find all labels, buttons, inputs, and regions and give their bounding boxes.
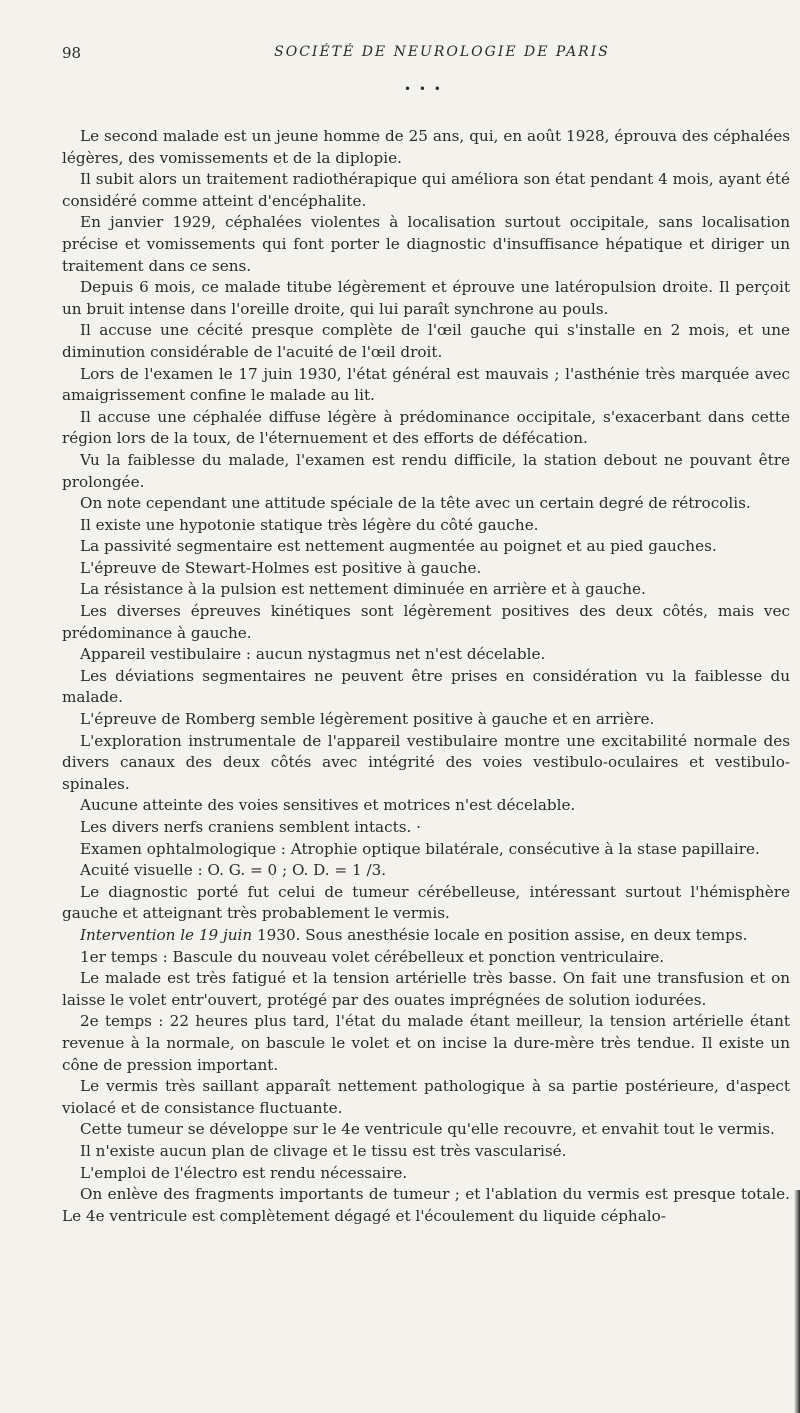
paragraph: On note cependant une attitude spéciale de la tête avec un certain degré de rétrocolis.: [80, 494, 751, 513]
intervention-label: Intervention le 19 juin: [80, 925, 253, 944]
paragraph: L'emploi de l'électro est rendu nécessaire.: [80, 1163, 408, 1182]
paragraph: Le second malade est un jeune homme de 25 ans, qui, en août 1928, éprouva des céphalées légères, des vomissements et de la diplopie.: [62, 127, 790, 167]
paragraph: La résistance à la pulsion est nettement diminuée en arrière et à gauche.: [80, 580, 646, 599]
paragraph: Il existe une hypotonie statique très légère du côté gauche.: [80, 515, 539, 534]
paragraph: Le vermis très saillant apparaît nettement pathologique à sa partie postérieure, d'aspect violacé et de consistance fluctuante.: [62, 1077, 790, 1117]
page-number: 98: [62, 44, 82, 62]
paragraph: Acuité visuelle : O. G. = 0 ; O. D. = 1 /3.: [80, 861, 387, 880]
paragraph: Le malade est très fatigué et la tension artérielle très basse. On fait une transfusion et on laisse le volet entr'ouvert, protégé par des ouates imprégnées de solution iodurées.: [62, 969, 790, 1009]
paragraph: L'épreuve de Stewart-Holmes est positive à gauche.: [80, 558, 482, 577]
paragraph: Il subit alors un traitement radiothérapique qui améliora son état pendant 4 mois, ayant été considéré comme atteint d'encéphalite.: [62, 170, 790, 210]
paragraph: Il accuse une cécité presque complète de l'œil gauche qui s'installe en 2 mois, et une diminution considérable de l'acuité de l'œil droit.: [62, 321, 790, 361]
page-header: [62, 44, 782, 66]
paragraph: Vu la faiblesse du malade, l'examen est rendu difficile, la station debout ne pouvant être prolongée.: [62, 450, 790, 491]
body-text: [62, 126, 790, 1227]
paragraph: En janvier 1929, céphalées violentes à localisation surtout occipitale, sans localisation précise et vomissements qui font porter le diagnostic d'insuffisance hépatique et diriger un traitement dans ce sens.: [62, 213, 790, 275]
running-title: SOCIÉTÉ DE NEUROLOGIE DE PARIS: [274, 44, 610, 60]
paragraph: Aucune atteinte des voies sensitives et motrices n'est décelable.: [80, 796, 576, 815]
paragraph: Appareil vestibulaire : aucun nystagmus net n'est décelable.: [80, 645, 546, 664]
paragraph: Le diagnostic porté fut celui de tumeur cérébelleuse, intéressant surtout l'hémisphère gauche et atteignant très probablement le vermis.: [62, 882, 790, 923]
paragraph: Depuis 6 mois, ce malade titube légèrement et éprouve une latéropulsion droite. Il perçoit un bruit intense dans l'oreille droite, qui lui paraît synchrone au pouls.: [62, 278, 790, 318]
paragraph: L'exploration instrumentale de l'appareil vestibulaire montre une excitabilité normale des divers canaux des deux côtés avec intégrité des voies vestibulo-oculaires et vestibulo-spinales.: [62, 731, 790, 793]
intervention-paragraph: [62, 925, 790, 947]
paragraph: La passivité segmentaire est nettement augmentée au poignet et au pied gauches.: [80, 537, 717, 556]
paragraph: Les divers nerfs craniens semblent intacts. ·: [80, 818, 421, 836]
paragraph: Cette tumeur se développe sur le 4e ventricule qu'elle recouvre, et envahit tout le vermis.: [80, 1120, 775, 1139]
page-binding-shadow: [794, 1190, 800, 1413]
paragraph: Lors de l'examen le 17 juin 1930, l'état général est mauvais ; l'asthénie très marquée avec amaigrissement confine le malade au lit.: [62, 364, 790, 405]
paragraph: Il n'existe aucun plan de clivage et le tissu est très vascularisé.: [80, 1141, 567, 1160]
ornament-dots: • • •: [404, 82, 443, 96]
paragraph: Les diverses épreuves kinétiques sont légèrement positives des deux côtés, mais vec prédominance à gauche.: [62, 602, 790, 642]
paragraph: Les déviations segmentaires ne peuvent être prises en considération vu la faiblesse du malade.: [62, 666, 790, 707]
intervention-text: 1930. Sous anesthésie locale en position assise, en deux temps.: [252, 925, 748, 944]
paragraph: 1er temps : Bascule du nouveau volet cérébelleux et ponction ventriculaire.: [80, 947, 665, 966]
paragraph: Examen ophtalmologique : Atrophie optique bilatérale, consécutive à la stase papillaire.: [80, 839, 760, 858]
paragraph: 2e temps : 22 heures plus tard, l'état du malade étant meilleur, la tension artérielle étant revenue à la normale, on bascule le volet et on incise la dure-mère très tendue. Il existe un cône de pression important.: [62, 1012, 790, 1074]
paragraph: On enlève des fragments importants de tumeur ; et l'ablation du vermis est presque totale. Le 4e ventricule est complètement dégagé et l'écoulement du liquide céphalo-: [62, 1185, 790, 1225]
paragraph: L'épreuve de Romberg semble légèrement positive à gauche et en arrière.: [80, 710, 655, 729]
paragraph: Il accuse une céphalée diffuse légère à prédominance occipitale, s'exacerbant dans cette région lors de la toux, de l'éternuement et des efforts de défécation.: [62, 407, 790, 448]
